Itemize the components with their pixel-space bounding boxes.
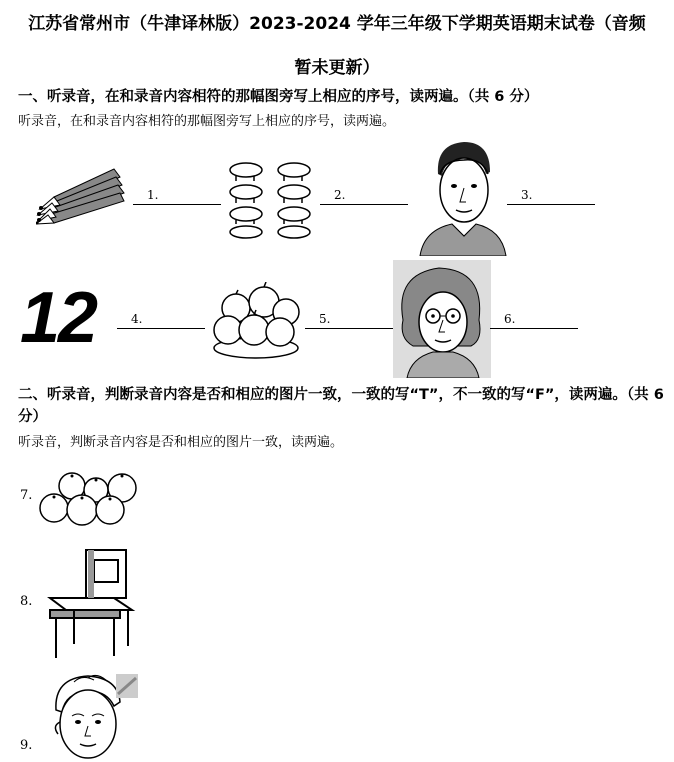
- child-face-picture: [44, 672, 140, 762]
- section1-heading: 一、听录音，在和录音内容相符的那幅图旁写上相应的序号，读两遍。（共 6 分）: [18, 89, 539, 105]
- man-picture: [418, 138, 508, 256]
- pigs-picture: [222, 156, 320, 240]
- section2-instruction: 听录音，判断录音内容是否和相应的图片一致，读两遍。: [18, 435, 344, 450]
- section1-instruction: 听录音，在和录音内容相符的那幅图旁写上相应的序号，读两遍。: [18, 114, 396, 129]
- question-number-8: 8.: [20, 594, 33, 609]
- grandmother-picture: [393, 260, 491, 378]
- answer-blank-3[interactable]: 3.: [507, 188, 595, 205]
- number-twelve-picture: 12: [20, 278, 97, 358]
- oranges-picture: [38, 468, 142, 528]
- chair-picture: [44, 548, 136, 660]
- page-title: 江苏省常州市（牛津译林版）2023-2024 学年三年级下学期英语期末试卷（音频: [28, 14, 646, 34]
- pencils-picture: [36, 163, 128, 225]
- answer-blank-4[interactable]: 4.: [117, 312, 205, 329]
- page-title-continued: 暂未更新）: [294, 58, 380, 78]
- apples-picture: [208, 282, 304, 360]
- section2-heading: 二、听录音，判断录音内容是否和相应的图片一致，一致的写“T”，不一致的写“F”，读两遍。（共 6 分）: [18, 387, 664, 425]
- answer-blank-5[interactable]: 5.: [305, 312, 393, 329]
- answer-blank-2[interactable]: 2.: [320, 188, 408, 205]
- answer-blank-1[interactable]: 1.: [133, 188, 221, 205]
- answer-blank-6[interactable]: 6.: [490, 312, 578, 329]
- question-number-9: 9.: [20, 738, 33, 753]
- question-number-7: 7.: [20, 488, 33, 503]
